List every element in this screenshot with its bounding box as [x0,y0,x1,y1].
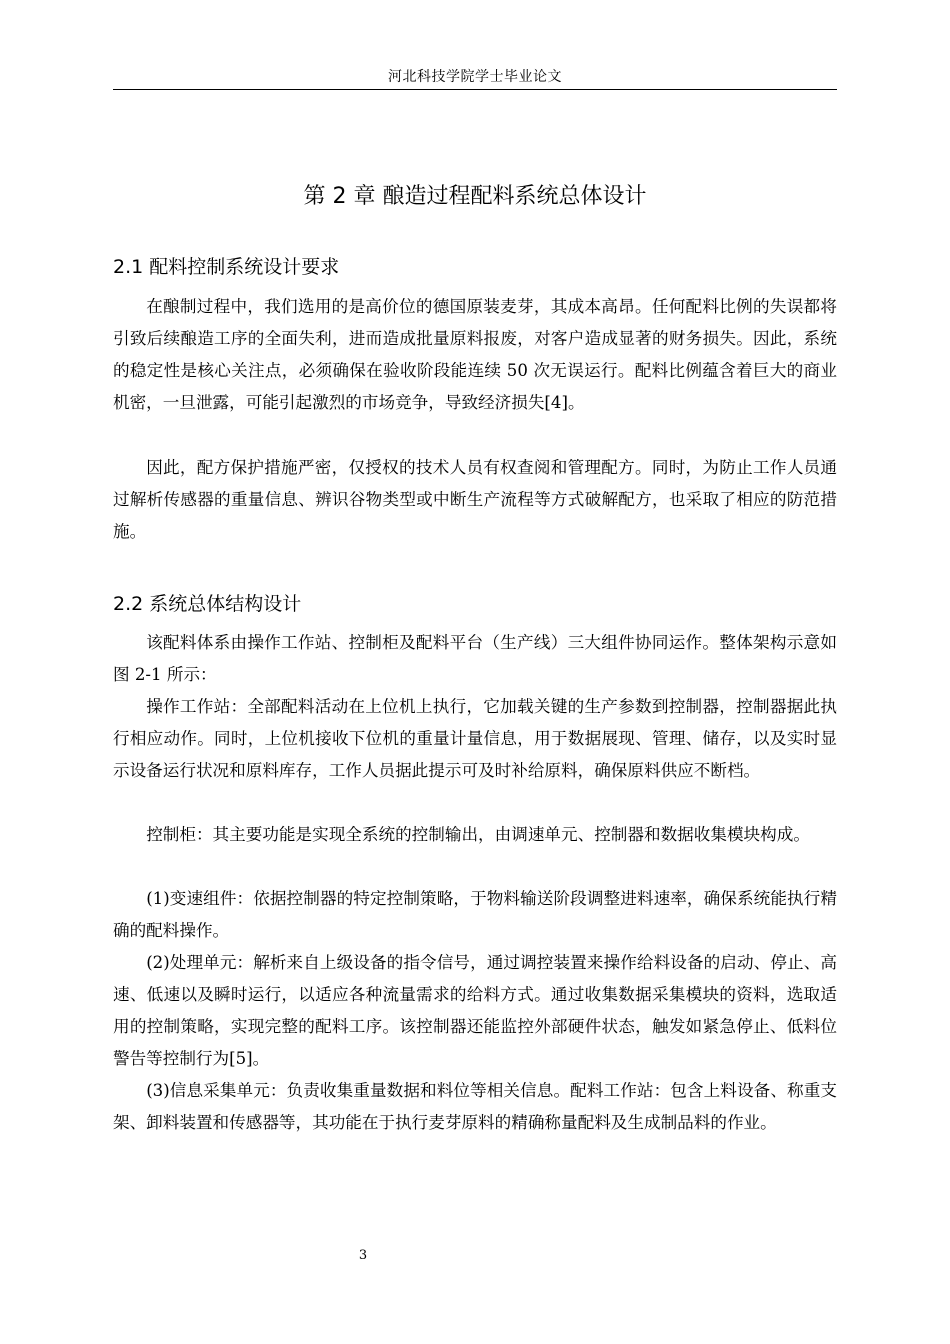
paragraph: (2)处理单元：解析来自上级设备的指令信号，通过调控装置来操作给料设备的启动、停止、高速、低速以及瞬时运行，以适应各种流量需求的给料方式。通过收集数据采集模块的资料，选取适用的控制策略，实现完整的配料工序。该控制器还能监控外部硬件状态，触发如紧急停止、低料位警告等控制行为[5]。 [113,953,837,1068]
section-title-2-2: 2.2 系统总体结构设计 [113,593,302,615]
page-number: 3 [358,1248,368,1263]
paragraph: (3)信息采集单元：负责收集重量数据和料位等相关信息。配料工作站：包含上料设备、称重支架、卸料装置和传感器等，其功能在于执行麦芽原料的精确称量配料及生成制品料的作业。 [113,1081,837,1132]
paragraph: 在酿制过程中，我们选用的是高价位的德国原装麦芽，其成本高昂。任何配料比例的失误都将引致后续酿造工序的全面失利，进而造成批量原料报废，对客户造成显著的财务损失。因此，系统的稳定性是核心关注点，必须确保在验收阶段能连续 50 次无误运行。配料比例蕴含着巨大的商业机密，一旦泄露，可能引起激烈的市场竞争，导致经济损失[4]。 [113,297,837,412]
section-title-2-1: 2.1 配料控制系统设计要求 [113,256,340,278]
chapter-title: 第 2 章 酿造过程配料系统总体设计 [303,184,647,209]
header-divider [113,89,837,90]
paragraph: 操作工作站：全部配料活动在上位机上执行，它加载关键的生产参数到控制器，控制器据此执行相应动作。同时，上位机接收下位机的重量计量信息，用于数据展现、管理、储存，以及实时显示设备运行状况和原料库存，工作人员据此提示可及时补给原料，确保原料供应不断档。 [113,697,837,780]
page-header: 河北科技学院学士毕业论文 [388,69,562,85]
paragraph: 该配料体系由操作工作站、控制柜及配料平台（生产线）三大组件协同运作。整体架构示意如图 2-1 所示： [113,633,837,684]
paragraph: 控制柜：其主要功能是实现全系统的控制输出，由调速单元、控制器和数据收集模块构成。 [146,825,810,844]
paragraph: (1)变速组件：依据控制器的特定控制策略，于物料输送阶段调整进料速率，确保系统能执行精确的配料操作。 [113,889,837,940]
paragraph: 因此，配方保护措施严密，仅授权的技术人员有权查阅和管理配方。同时，为防止工作人员通过解析传感器的重量信息、辨识谷物类型或中断生产流程等方式破解配方，也采取了相应的防范措施。 [113,458,837,541]
